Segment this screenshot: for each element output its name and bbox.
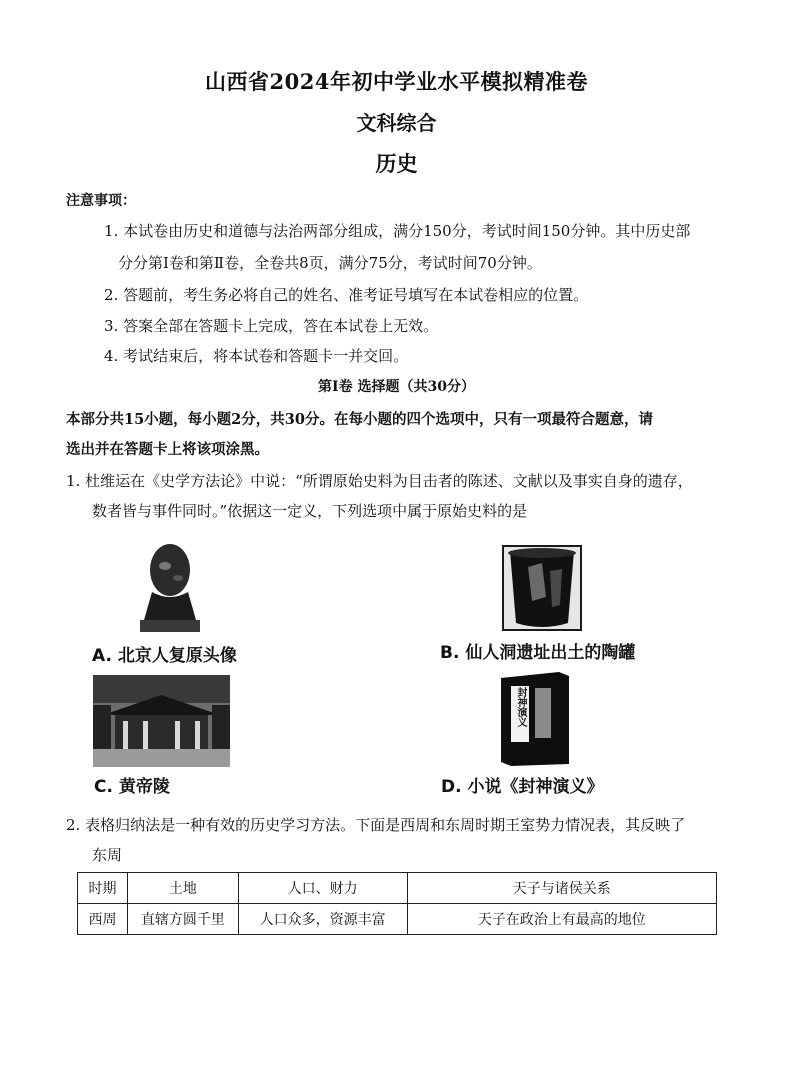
notice-heading: 注意事项： <box>66 193 136 209</box>
table-cell: 西周 <box>78 904 128 935</box>
table-header-cell: 土地 <box>127 873 238 904</box>
fengshen-book-image <box>497 668 573 768</box>
table-cell: 直辖方圆千里 <box>127 904 238 935</box>
option-a-label: A. 北京人复原头像 <box>92 646 237 666</box>
option-b-label: B. 仙人洞遗址出土的陶罐 <box>440 643 636 663</box>
notice-item-4: 4. 考试结束后，将本试卷和答题卡一并交回。 <box>104 347 409 365</box>
table-cell: 人口众多，资源丰富 <box>238 904 407 935</box>
q1-stem-2: 数者皆与事件同时。”依据这一定义，下列选项中属于原始史料的是 <box>92 502 528 520</box>
option-d-label: D. 小说《封神演义》 <box>441 777 604 797</box>
table-header-cell: 人口、财力 <box>238 873 407 904</box>
table-row <box>78 904 717 935</box>
subject-title: 历史 <box>375 151 418 176</box>
book-cover-title: 封神演义 <box>515 687 526 727</box>
peking-man-bust-image <box>130 540 210 636</box>
subject-group-title: 文科综合 <box>356 111 437 135</box>
table-header-cell: 时期 <box>78 873 128 904</box>
notice-item-3: 3. 答案全部在答题卡上完成，答在本试卷上无效。 <box>104 317 439 335</box>
q2-stem-1: 2. 表格归纳法是一种有效的历史学习方法。下面是西周和东周时期王室势力情况表，其反映了 <box>66 816 686 834</box>
notice-item-2: 2. 答题前，考生务必将自己的姓名、准考证号填写在本试卷相应的位置。 <box>104 286 589 304</box>
option-c-label: C. 黄帝陵 <box>94 777 170 797</box>
exam-title: 山西省2024年初中学业水平模拟精准卷 <box>205 69 588 94</box>
royal-power-table <box>77 872 717 935</box>
pottery-jar-image <box>502 545 582 631</box>
q1-stem-1: 1. 杜维运在《史学方法论》中说：“所谓原始史料为目击者的陈述、文献以及事实自身的遗存， <box>66 472 693 490</box>
table-header-row <box>78 873 717 904</box>
notice-item-1: 1. 本试卷由历史和道德与法治两部分组成，满分150分，考试时间150分钟。其中历史部 <box>104 222 691 240</box>
section-instruction-1: 本部分共15小题，每小题2分，共30分。在每小题的四个选项中，只有一项最符合题意，请 <box>66 411 653 428</box>
section-instruction-2: 选出并在答题卡上将该项涂黑。 <box>66 441 269 458</box>
q2-stem-2: 东周 <box>92 846 123 864</box>
notice-item-1-cont: 分分第Ⅰ卷和第Ⅱ卷，全卷共8页，满分75分，考试时间70分钟。 <box>118 254 542 272</box>
section-title: 第Ⅰ卷 选择题（共30分） <box>318 379 475 395</box>
table-header-cell: 天子与诸侯关系 <box>407 873 716 904</box>
huangdi-mausoleum-image <box>93 675 230 767</box>
table-cell: 天子在政治上有最高的地位 <box>407 904 716 935</box>
